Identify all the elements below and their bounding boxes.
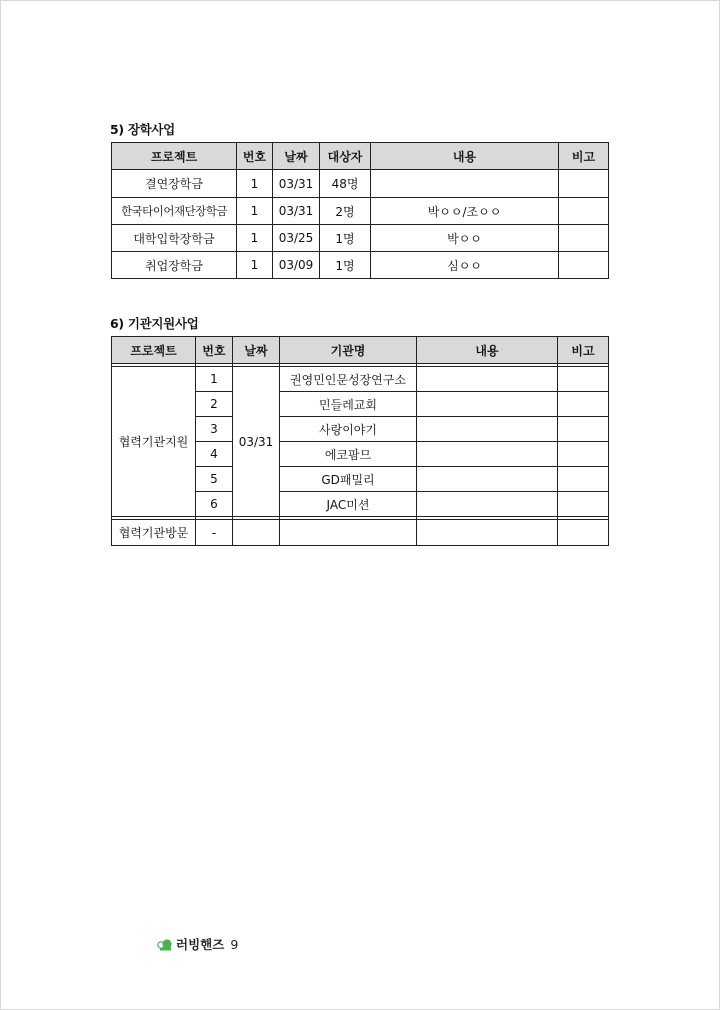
table-row: [112, 252, 609, 279]
cell-org: 사랑이야기: [280, 417, 417, 442]
cell-project: 결연장학금: [112, 170, 237, 198]
table-row: [112, 520, 609, 546]
cell-target: 1명: [320, 252, 371, 279]
header-date: 날짜: [233, 337, 280, 364]
cell-target: 48명: [320, 170, 371, 198]
cell-note: [559, 170, 609, 198]
header-project: 프로젝트: [112, 143, 237, 170]
table-row: [112, 225, 609, 252]
table-header-row: [112, 337, 609, 364]
cell-content: [417, 492, 558, 517]
cell-org: GD패밀리: [280, 467, 417, 492]
cell-number: 1: [237, 252, 273, 279]
logo-icon: [157, 937, 173, 951]
cell-content: [417, 467, 558, 492]
cell-project: 대학입학장학금: [112, 225, 237, 252]
cell-note: [559, 198, 609, 225]
cell-content: 심ㅇㅇ: [371, 252, 559, 279]
cell-date: [233, 520, 280, 546]
cell-content: 박ㅇㅇ/조ㅇㅇ: [371, 198, 559, 225]
cell-note: [559, 225, 609, 252]
cell-content: [417, 392, 558, 417]
institution-support-table: [111, 336, 609, 546]
cell-number: -: [196, 520, 233, 546]
cell-content: [417, 367, 558, 392]
cell-note: [558, 467, 609, 492]
header-note: 비고: [559, 143, 609, 170]
cell-content: 박ㅇㅇ: [371, 225, 559, 252]
cell-project: 협력기관방문: [112, 520, 196, 546]
cell-note: [558, 520, 609, 546]
cell-content: [371, 170, 559, 198]
cell-note: [558, 392, 609, 417]
header-number: 번호: [196, 337, 233, 364]
cell-date: 03/31: [273, 198, 320, 225]
cell-note: [558, 367, 609, 392]
page-number: 9: [230, 936, 239, 952]
header-target: 대상자: [320, 143, 371, 170]
cell-number: 6: [196, 492, 233, 517]
cell-date: 03/25: [273, 225, 320, 252]
cell-number: 3: [196, 417, 233, 442]
cell-number: 1: [237, 198, 273, 225]
cell-org: 민들레교회: [280, 392, 417, 417]
scholarship-table: [111, 142, 609, 279]
header-content: 내용: [417, 337, 558, 364]
cell-org: 권영민인문성장연구소: [280, 367, 417, 392]
cell-target: 2명: [320, 198, 371, 225]
table-row: [112, 170, 609, 198]
cell-date: 03/09: [273, 252, 320, 279]
cell-number: 1: [237, 170, 273, 198]
cell-number: 5: [196, 467, 233, 492]
table-row: [112, 198, 609, 225]
cell-number: 1: [237, 225, 273, 252]
header-project: 프로젝트: [112, 337, 196, 364]
cell-date: 03/31: [273, 170, 320, 198]
cell-content: [417, 417, 558, 442]
cell-project: 취업장학금: [112, 252, 237, 279]
cell-note: [558, 417, 609, 442]
cell-number: 4: [196, 442, 233, 467]
cell-project-group: 협력기관지원: [112, 367, 196, 517]
cell-org: [280, 520, 417, 546]
cell-note: [558, 442, 609, 467]
cell-content: [417, 442, 558, 467]
cell-org: 에코팜므: [280, 442, 417, 467]
table-header-row: [112, 143, 609, 170]
brand-name: 러빙핸즈: [176, 937, 225, 952]
cell-date-group: 03/31: [233, 367, 280, 517]
table-row: [112, 367, 609, 392]
section-5-title: 5) 장학사업: [110, 122, 175, 137]
cell-target: 1명: [320, 225, 371, 252]
header-org: 기관명: [280, 337, 417, 364]
cell-org: JAC미션: [280, 492, 417, 517]
cell-note: [558, 492, 609, 517]
section-6-title: 6) 기관지원사업: [110, 316, 199, 331]
cell-number: 2: [196, 392, 233, 417]
header-content: 내용: [371, 143, 559, 170]
cell-note: [559, 252, 609, 279]
header-number: 번호: [237, 143, 273, 170]
header-note: 비고: [558, 337, 609, 364]
cell-project: 한국타이어재단장학금: [112, 198, 237, 225]
cell-content: [417, 520, 558, 546]
header-date: 날짜: [273, 143, 320, 170]
page-footer: [157, 935, 238, 953]
cell-number: 1: [196, 367, 233, 392]
